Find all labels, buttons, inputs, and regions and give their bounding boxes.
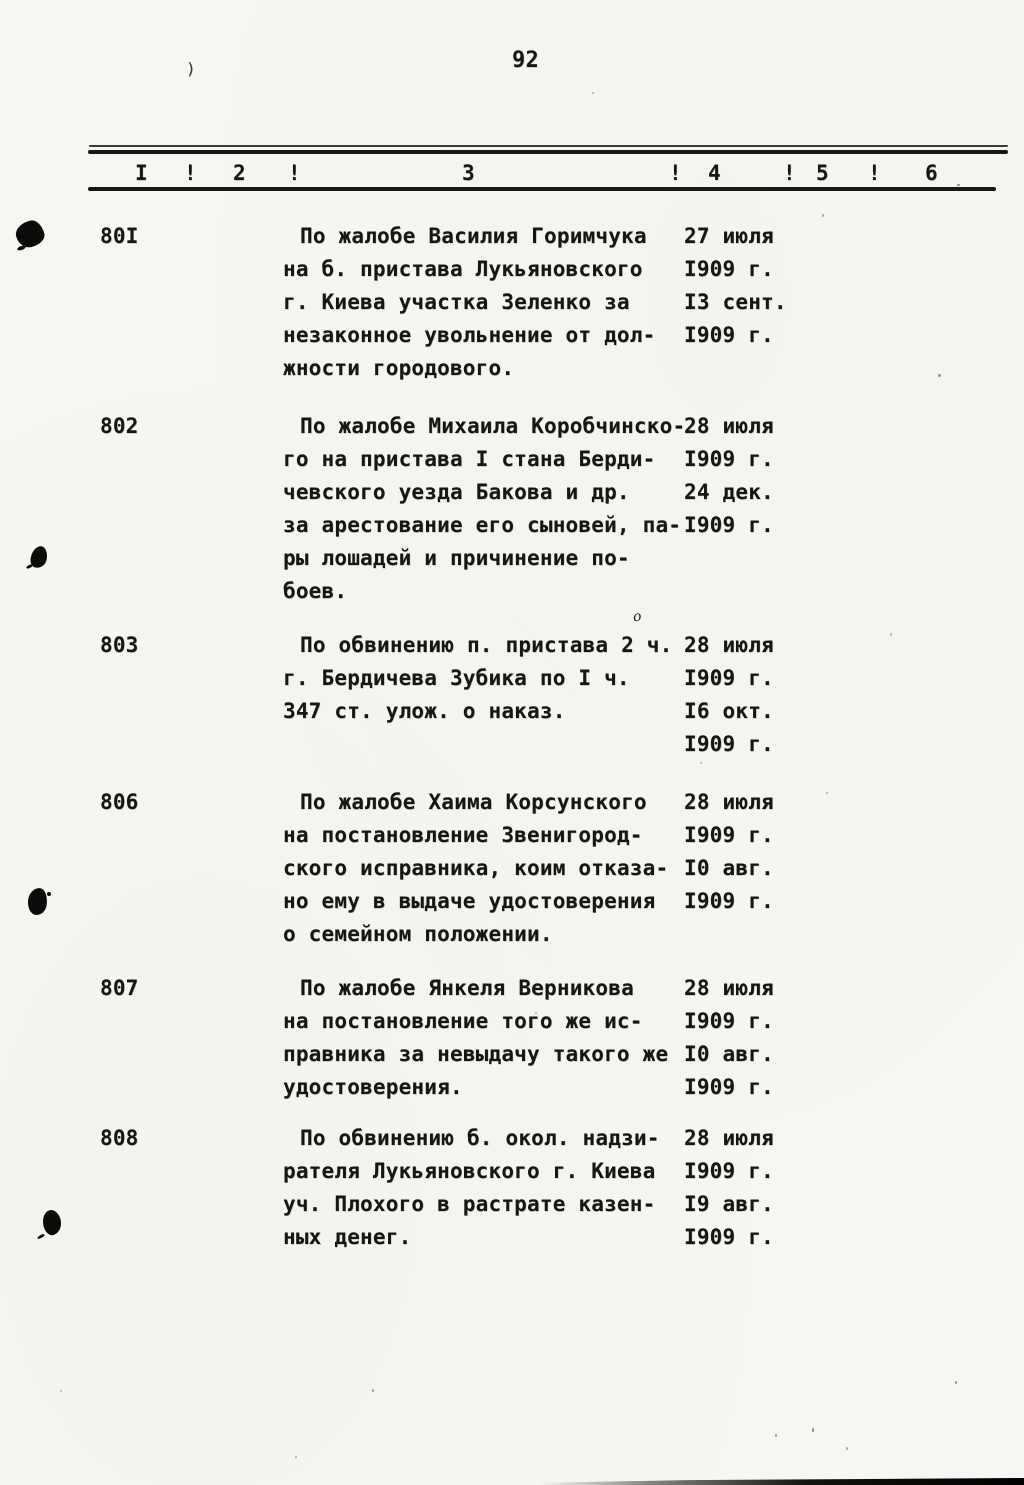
entry-line xyxy=(0,253,1024,286)
header-col-1: I xyxy=(135,161,148,185)
ink-blob-speck xyxy=(47,892,51,896)
case-date: I0 авг. xyxy=(684,856,774,880)
case-description: но ему в выдаче удостоверения xyxy=(283,889,656,913)
entry-line xyxy=(0,410,1024,443)
case-date: 24 дек. xyxy=(684,480,774,504)
entry-line xyxy=(0,662,1024,695)
handwritten-correction-mark: о xyxy=(631,608,643,626)
scan-speck xyxy=(846,1447,848,1450)
header-col-6: 6 xyxy=(925,161,938,185)
entry-line xyxy=(0,918,1024,951)
margin-paren-mark: ) xyxy=(186,59,196,78)
entry-line xyxy=(0,1188,1024,1221)
entry-line xyxy=(0,786,1024,819)
case-description: жности городового. xyxy=(283,356,515,380)
case-description: за арестование его сыновей, па- xyxy=(283,513,682,537)
case-date: I909 г. xyxy=(684,1075,774,1099)
header-col-2: 2 xyxy=(233,161,246,185)
entry-line xyxy=(0,443,1024,476)
case-date: I909 г. xyxy=(684,889,774,913)
case-date: I909 г. xyxy=(684,1159,774,1183)
case-date: I9 авг. xyxy=(684,1192,774,1216)
table-top-rule xyxy=(88,150,1008,154)
case-date: I909 г. xyxy=(684,513,774,537)
case-description: рателя Лукьяновского г. Киева xyxy=(283,1159,656,1183)
entry-802 xyxy=(0,410,1024,608)
scan-speck xyxy=(826,792,828,794)
entry-line xyxy=(0,885,1024,918)
case-description: правника за невыдачу такого же xyxy=(283,1042,669,1066)
entry-line xyxy=(0,1221,1024,1254)
case-description: По жалобе Янкеля Верникова xyxy=(300,976,634,1000)
table-top-rule-thin xyxy=(89,145,1008,147)
scan-speck xyxy=(372,1389,374,1392)
scan-speck xyxy=(957,184,960,186)
header-separator: ! xyxy=(669,161,682,185)
entry-line xyxy=(0,1005,1024,1038)
case-description: уч. Плохого в растрате казен- xyxy=(283,1192,656,1216)
case-description: По жалобе Василия Горимчука xyxy=(300,224,647,248)
entry-line xyxy=(0,1155,1024,1188)
case-description: го на пристава I стана Берди- xyxy=(283,447,656,471)
scan-speck xyxy=(60,1390,62,1392)
scan-speck xyxy=(955,1381,957,1384)
case-description: незаконное увольнение от дол- xyxy=(283,323,656,347)
case-description: боев. xyxy=(283,579,348,603)
page-number: 92 xyxy=(512,48,539,73)
case-description: По обвинению п. пристава 2 ч. xyxy=(300,633,673,657)
case-date: 28 июля xyxy=(684,633,774,657)
entry-line xyxy=(0,319,1024,352)
case-description: ского исправника, коим отказа- xyxy=(283,856,669,880)
case-date: I909 г. xyxy=(684,1009,774,1033)
entry-803 xyxy=(0,629,1024,761)
entry-line xyxy=(0,352,1024,385)
header-separator: ! xyxy=(288,161,301,185)
case-description: на постановление Звенигород- xyxy=(283,823,643,847)
entry-806 xyxy=(0,786,1024,951)
case-date: 28 июля xyxy=(684,1126,774,1150)
scan-speck xyxy=(592,92,594,94)
entry-line xyxy=(0,819,1024,852)
case-date: I909 г. xyxy=(684,323,774,347)
case-description: По жалобе Хаима Корсунского xyxy=(300,790,647,814)
entry-line xyxy=(0,220,1024,253)
header-col-5: 5 xyxy=(816,161,829,185)
case-date: I909 г. xyxy=(684,666,774,690)
case-description: о семейном положении. xyxy=(283,922,553,946)
scan-speck xyxy=(775,1434,777,1437)
header-separator: ! xyxy=(868,161,881,185)
case-date: 28 июля xyxy=(684,976,774,1000)
table-bottom-rule xyxy=(88,187,996,191)
case-date: I909 г. xyxy=(684,257,774,281)
entry-number: 80I xyxy=(100,224,139,248)
entry-line xyxy=(0,509,1024,542)
entry-line xyxy=(0,695,1024,728)
header-separator: ! xyxy=(783,161,796,185)
case-date: I6 окт. xyxy=(684,699,774,723)
entry-number: 807 xyxy=(100,976,139,1000)
entry-801 xyxy=(0,220,1024,385)
scan-speck xyxy=(700,762,702,764)
scan-speck xyxy=(535,1012,537,1014)
header-col-3: 3 xyxy=(462,161,475,185)
case-date: 27 июля xyxy=(684,224,774,248)
entry-number: 808 xyxy=(100,1126,139,1150)
entry-808 xyxy=(0,1122,1024,1254)
entry-line xyxy=(0,575,1024,608)
entry-line xyxy=(0,728,1024,761)
scan-speck xyxy=(295,1456,297,1458)
case-date: I909 г. xyxy=(684,447,774,471)
entry-line xyxy=(0,629,1024,662)
entry-line xyxy=(0,286,1024,319)
case-description: на б. пристава Лукьяновского xyxy=(283,257,643,281)
case-date: I909 г. xyxy=(684,1225,774,1249)
scan-speck xyxy=(822,214,824,217)
case-description: г. Киева участка Зеленко за xyxy=(283,290,630,314)
entry-line xyxy=(0,1071,1024,1104)
entry-line xyxy=(0,852,1024,885)
case-description: удостоверения. xyxy=(283,1075,463,1099)
case-date: I909 г. xyxy=(684,732,774,756)
case-description: чевского уезда Бакова и др. xyxy=(283,480,630,504)
case-description: ры лошадей и причинение по- xyxy=(283,546,630,570)
entry-line xyxy=(0,1038,1024,1071)
case-date: I0 авг. xyxy=(684,1042,774,1066)
case-description: По жалобе Михаила Коробчинско- xyxy=(300,414,686,438)
case-description: По обвинению б. окол. надзи- xyxy=(300,1126,660,1150)
case-description: 347 ст. улож. о наказ. xyxy=(283,699,566,723)
scan-speck xyxy=(812,1428,814,1432)
entry-line xyxy=(0,542,1024,575)
entry-807 xyxy=(0,972,1024,1104)
header-separator: ! xyxy=(184,161,197,185)
scan-edge-shadow xyxy=(540,1478,1024,1485)
case-description: ных денег. xyxy=(283,1225,412,1249)
case-date: 28 июля xyxy=(684,414,774,438)
entry-line xyxy=(0,972,1024,1005)
entry-number: 803 xyxy=(100,633,139,657)
case-description: на постановление того же ис- xyxy=(283,1009,643,1033)
entry-number: 806 xyxy=(100,790,139,814)
entry-number: 802 xyxy=(100,414,139,438)
case-date: 28 июля xyxy=(684,790,774,814)
scan-speck xyxy=(938,374,941,377)
entry-line xyxy=(0,476,1024,509)
case-date: I909 г. xyxy=(684,823,774,847)
header-col-4: 4 xyxy=(708,161,721,185)
entry-line xyxy=(0,1122,1024,1155)
case-description: г. Бердичева Зубика по I ч. xyxy=(283,666,630,690)
scan-speck xyxy=(890,633,892,636)
case-date: I3 сент. xyxy=(684,290,787,314)
